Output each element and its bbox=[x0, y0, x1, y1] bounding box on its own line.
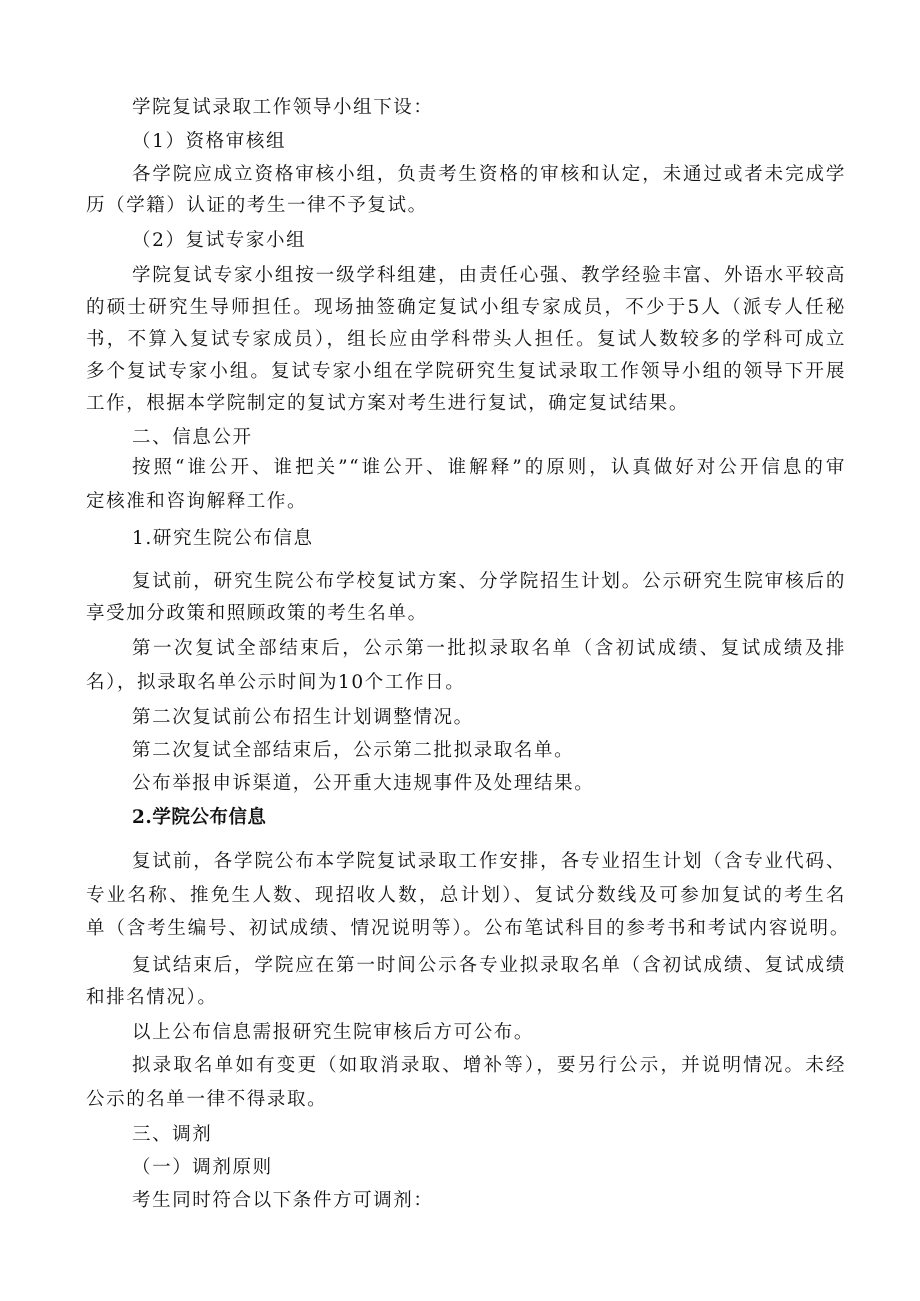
paragraph-line: 单（含考生编号、初试成绩、情况说明等）。公布笔试科目的参考书和考试内容说明。 bbox=[86, 918, 850, 939]
intro-line: 学院复试录取工作领导小组下设： bbox=[132, 97, 434, 118]
paragraph-line: 复试前，研究生院公布学校复试方案、分学院招生计划。公示研究生院审核后的 bbox=[132, 571, 846, 592]
paragraph-line: 工作，根据本学院制定的复试方案对考生进行复试，确定复试结果。 bbox=[86, 393, 690, 414]
paragraph-line: 和排名情况）。 bbox=[86, 987, 218, 1008]
paragraph-line: 公示的名单一律不得录取。 bbox=[86, 1089, 328, 1110]
paragraph-line: 第二次复试前公布招生计划调整情况。 bbox=[132, 707, 474, 728]
paragraph-line: 复试前，各学院公布本学院复试录取工作安排，各专业招生计划（含专业代码、 bbox=[132, 851, 846, 872]
paragraph-line: 按照“谁公开、谁把关”“谁公开、谁解释”的原则，认真做好对公开信息的审 bbox=[132, 457, 846, 478]
subheading-college-info: 2.学院公布信息 bbox=[132, 807, 267, 828]
paragraph-line: 各学院应成立资格审核小组，负责考生资格的审核和认定，未通过或者未完成学 bbox=[132, 164, 846, 185]
paragraph-line: 学院复试专家小组按一级学科组建，由责任心强、教学经验丰富、外语水平较高 bbox=[132, 265, 846, 286]
paragraph-line: 复试结束后，学院应在第一时间公示各专业拟录取名单（含初试成绩、复试成绩 bbox=[132, 955, 846, 976]
paragraph-line: 拟录取名单如有变更（如取消录取、增补等），要另行公示，并说明情况。未经 bbox=[132, 1055, 846, 1076]
paragraph-line: 享受加分政策和照顾政策的考生名单。 bbox=[86, 603, 428, 624]
paragraph-line: 以上公布信息需报研究生院审核后方可公布。 bbox=[132, 1022, 535, 1043]
paragraph-line: 考生同时符合以下条件方可调剂： bbox=[132, 1190, 434, 1211]
paragraph-line: 多个复试专家小组。复试专家小组在学院研究生复试录取工作领导小组的领导下开展 bbox=[86, 361, 846, 382]
subheading-graduate-school-info: 1.研究生院公布信息 bbox=[132, 528, 314, 549]
section-heading-info-disclosure: 二、信息公开 bbox=[132, 427, 253, 448]
subheading-qualification-group: （1）资格审核组 bbox=[132, 131, 287, 152]
section-heading-adjustment: 三、调剂 bbox=[132, 1124, 213, 1145]
paragraph-line: 公布举报申诉渠道，公开重大违规事件及处理结果。 bbox=[132, 773, 595, 794]
paragraph-line: 名），拟录取名单公示时间为10个工作日。 bbox=[86, 672, 466, 693]
paragraph-line: 定核准和咨询解释工作。 bbox=[86, 491, 308, 512]
paragraph-line: 第二次复试全部结束后，公示第二批拟录取名单。 bbox=[132, 740, 575, 761]
paragraph-line: 第一次复试全部结束后，公示第一批拟录取名单（含初试成绩、复试成绩及排 bbox=[132, 638, 846, 659]
paragraph-line: 书，不算入复试专家成员），组长应由学科带头人担任。复试人数较多的学科可成立 bbox=[86, 329, 846, 350]
subheading-adjustment-principles: （一）调剂原则 bbox=[132, 1157, 273, 1178]
paragraph-line: 的硕士研究生导师担任。现场抽签确定复试小组专家成员，不少于5人（派专人任秘 bbox=[86, 297, 846, 318]
paragraph-line: 专业名称、推免生人数、现招收人数，总计划）、复试分数线及可参加复试的考生名 bbox=[86, 885, 846, 906]
paragraph-line: 历（学籍）认证的考生一律不予复试。 bbox=[86, 195, 428, 216]
subheading-expert-group: （2）复试专家小组 bbox=[132, 230, 307, 251]
